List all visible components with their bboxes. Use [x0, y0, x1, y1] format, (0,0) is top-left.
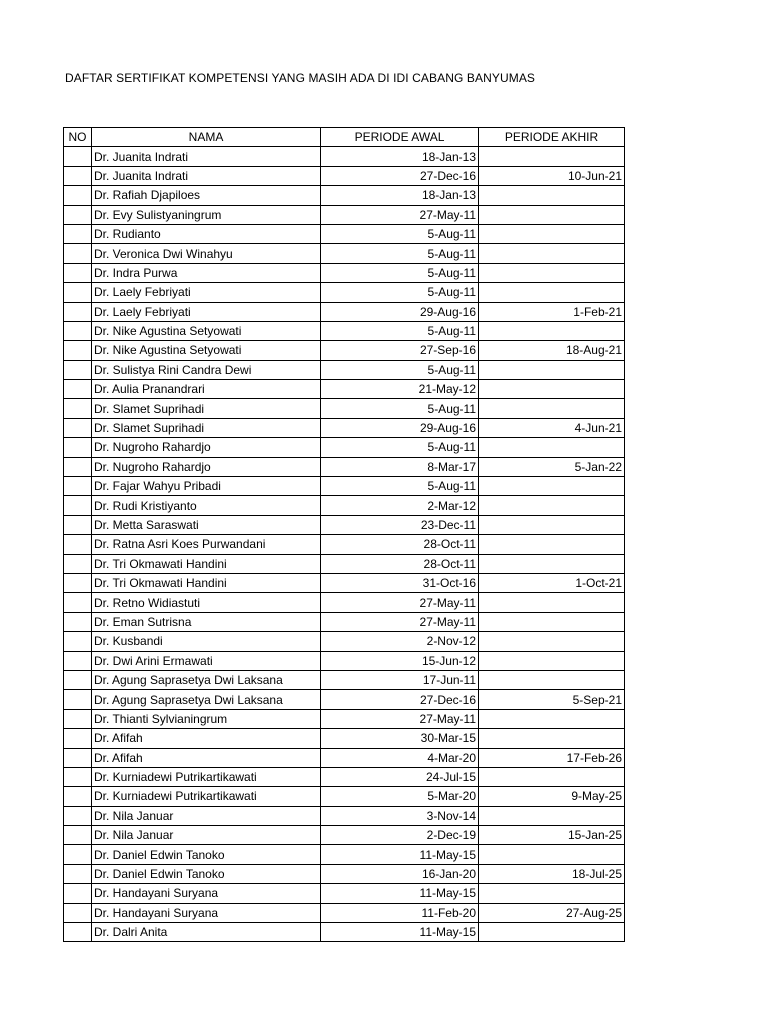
table-row: [64, 767, 625, 786]
cell-periode-akhir: [479, 535, 625, 554]
cell-periode-awal: 2-Nov-12: [321, 632, 479, 651]
cell-periode-awal: 27-May-11: [321, 709, 479, 728]
cell-nama: Dr. Daniel Edwin Tanoko: [92, 864, 321, 883]
cell-periode-akhir: 15-Jan-25: [479, 826, 625, 845]
cell-no: [64, 341, 92, 360]
table-row: [64, 341, 625, 360]
cell-no: [64, 321, 92, 340]
cell-periode-awal: 29-Aug-16: [321, 302, 479, 321]
cell-periode-akhir: 9-May-25: [479, 787, 625, 806]
cell-periode-akhir: [479, 186, 625, 205]
cell-periode-awal: 11-May-15: [321, 923, 479, 942]
cell-no: [64, 457, 92, 476]
cell-nama: Dr. Laely Febriyati: [92, 302, 321, 321]
cell-nama: Dr. Kusbandi: [92, 632, 321, 651]
table-row: [64, 283, 625, 302]
cell-nama: Dr. Nike Agustina Setyowati: [92, 321, 321, 340]
cell-no: [64, 593, 92, 612]
header-periode-akhir: PERIODE AKHIR: [479, 128, 625, 147]
cell-periode-awal: 8-Mar-17: [321, 457, 479, 476]
table-row: [64, 729, 625, 748]
cell-periode-awal: 27-May-11: [321, 593, 479, 612]
cell-periode-awal: 4-Mar-20: [321, 748, 479, 767]
cell-periode-akhir: [479, 729, 625, 748]
cell-no: [64, 418, 92, 437]
table-row: [64, 923, 625, 942]
cell-no: [64, 923, 92, 942]
cell-periode-akhir: [479, 205, 625, 224]
cell-nama: Dr. Tri Okmawati Handini: [92, 554, 321, 573]
table-row: [64, 864, 625, 883]
cell-periode-akhir: [479, 380, 625, 399]
cell-nama: Dr. Ratna Asri Koes Purwandani: [92, 535, 321, 554]
cell-periode-awal: 5-Aug-11: [321, 438, 479, 457]
cell-periode-awal: 24-Jul-15: [321, 767, 479, 786]
table-row: [64, 826, 625, 845]
cell-no: [64, 729, 92, 748]
cell-periode-awal: 3-Nov-14: [321, 806, 479, 825]
header-no: NO: [64, 128, 92, 147]
cell-periode-awal: 27-May-11: [321, 612, 479, 631]
table-row: [64, 418, 625, 437]
cell-periode-awal: 2-Mar-12: [321, 496, 479, 515]
cell-periode-akhir: [479, 651, 625, 670]
cell-periode-akhir: [479, 612, 625, 631]
cell-periode-akhir: [479, 806, 625, 825]
table-row: [64, 651, 625, 670]
table-row: [64, 438, 625, 457]
cell-periode-awal: 27-May-11: [321, 205, 479, 224]
table-row: [64, 205, 625, 224]
cell-periode-akhir: 5-Jan-22: [479, 457, 625, 476]
cell-nama: Dr. Sulistya Rini Candra Dewi: [92, 360, 321, 379]
cell-nama: Dr. Nugroho Rahardjo: [92, 438, 321, 457]
cell-no: [64, 205, 92, 224]
cell-periode-akhir: [479, 670, 625, 689]
cell-periode-akhir: [479, 923, 625, 942]
cell-no: [64, 477, 92, 496]
cell-periode-akhir: [479, 147, 625, 166]
cell-periode-akhir: [479, 477, 625, 496]
cell-nama: Dr. Slamet Suprihadi: [92, 399, 321, 418]
cell-nama: Dr. Dwi Arini Ermawati: [92, 651, 321, 670]
cell-periode-awal: 23-Dec-11: [321, 515, 479, 534]
table-row: [64, 321, 625, 340]
cell-nama: Dr. Kurniadewi Putrikartikawati: [92, 787, 321, 806]
table-row: [64, 632, 625, 651]
cell-periode-awal: 16-Jan-20: [321, 864, 479, 883]
cell-no: [64, 147, 92, 166]
cell-no: [64, 263, 92, 282]
cell-periode-akhir: 4-Jun-21: [479, 418, 625, 437]
cell-no: [64, 903, 92, 922]
cell-nama: Dr. Nila Januar: [92, 806, 321, 825]
cell-no: [64, 806, 92, 825]
cell-nama: Dr. Laely Febriyati: [92, 283, 321, 302]
cell-nama: Dr. Juanita Indrati: [92, 147, 321, 166]
cell-no: [64, 864, 92, 883]
cell-no: [64, 535, 92, 554]
cell-periode-awal: 21-May-12: [321, 380, 479, 399]
cell-nama: Dr. Handayani Suryana: [92, 884, 321, 903]
table-row: [64, 399, 625, 418]
cell-periode-akhir: 5-Sep-21: [479, 690, 625, 709]
table-row: [64, 263, 625, 282]
cell-periode-akhir: [479, 554, 625, 573]
cell-no: [64, 380, 92, 399]
cell-nama: Dr. Afifah: [92, 729, 321, 748]
cell-periode-akhir: 10-Jun-21: [479, 166, 625, 185]
cell-no: [64, 244, 92, 263]
table-row: [64, 690, 625, 709]
cell-periode-akhir: [479, 283, 625, 302]
table-row: [64, 709, 625, 728]
table-row: [64, 360, 625, 379]
cell-periode-awal: 27-Dec-16: [321, 690, 479, 709]
cell-periode-akhir: [479, 709, 625, 728]
cell-nama: Dr. Aulia Pranandrari: [92, 380, 321, 399]
cell-no: [64, 360, 92, 379]
cell-nama: Dr. Nila Januar: [92, 826, 321, 845]
cell-nama: Dr. Fajar Wahyu Pribadi: [92, 477, 321, 496]
cell-nama: Dr. Juanita Indrati: [92, 166, 321, 185]
table-row: [64, 496, 625, 515]
cell-no: [64, 767, 92, 786]
cell-no: [64, 166, 92, 185]
cell-nama: Dr. Nike Agustina Setyowati: [92, 341, 321, 360]
header-nama: NAMA: [92, 128, 321, 147]
cell-periode-akhir: [479, 360, 625, 379]
cell-nama: Dr. Metta Saraswati: [92, 515, 321, 534]
cell-nama: Dr. Indra Purwa: [92, 263, 321, 282]
cell-periode-awal: 2-Dec-19: [321, 826, 479, 845]
cell-nama: Dr. Afifah: [92, 748, 321, 767]
cell-periode-akhir: [479, 845, 625, 864]
cell-no: [64, 186, 92, 205]
table-row: [64, 670, 625, 689]
cell-periode-awal: 5-Aug-11: [321, 477, 479, 496]
cell-periode-awal: 31-Oct-16: [321, 573, 479, 592]
cell-periode-awal: 30-Mar-15: [321, 729, 479, 748]
certificate-table: [63, 127, 625, 942]
cell-periode-awal: 11-Feb-20: [321, 903, 479, 922]
cell-no: [64, 302, 92, 321]
cell-nama: Dr. Kurniadewi Putrikartikawati: [92, 767, 321, 786]
cell-nama: Dr. Evy Sulistyaningrum: [92, 205, 321, 224]
cell-no: [64, 224, 92, 243]
cell-no: [64, 399, 92, 418]
cell-nama: Dr. Handayani Suryana: [92, 903, 321, 922]
cell-nama: Dr. Nugroho Rahardjo: [92, 457, 321, 476]
cell-periode-akhir: [479, 632, 625, 651]
cell-no: [64, 690, 92, 709]
cell-no: [64, 826, 92, 845]
cell-nama: Dr. Rudianto: [92, 224, 321, 243]
cell-periode-awal: 27-Dec-16: [321, 166, 479, 185]
cell-no: [64, 573, 92, 592]
cell-periode-akhir: [479, 515, 625, 534]
cell-periode-awal: 18-Jan-13: [321, 186, 479, 205]
cell-periode-akhir: [479, 263, 625, 282]
table-row: [64, 457, 625, 476]
cell-periode-awal: 5-Aug-11: [321, 399, 479, 418]
cell-periode-awal: 5-Aug-11: [321, 244, 479, 263]
cell-periode-awal: 5-Mar-20: [321, 787, 479, 806]
cell-nama: Dr. Slamet Suprihadi: [92, 418, 321, 437]
cell-periode-awal: 29-Aug-16: [321, 418, 479, 437]
table-row: [64, 612, 625, 631]
cell-nama: Dr. Dalri Anita: [92, 923, 321, 942]
cell-nama: Dr. Tri Okmawati Handini: [92, 573, 321, 592]
cell-no: [64, 554, 92, 573]
cell-periode-awal: 27-Sep-16: [321, 341, 479, 360]
cell-periode-akhir: 18-Aug-21: [479, 341, 625, 360]
cell-periode-awal: 28-Oct-11: [321, 554, 479, 573]
table-body: [64, 147, 625, 942]
cell-periode-akhir: [479, 224, 625, 243]
header-periode-awal: PERIODE AWAL: [321, 128, 479, 147]
cell-periode-akhir: [479, 399, 625, 418]
cell-periode-awal: 5-Aug-11: [321, 224, 479, 243]
cell-periode-akhir: 27-Aug-25: [479, 903, 625, 922]
header-row: [64, 128, 625, 147]
table-row: [64, 535, 625, 554]
cell-nama: Dr. Veronica Dwi Winahyu: [92, 244, 321, 263]
table-row: [64, 224, 625, 243]
cell-periode-akhir: 18-Jul-25: [479, 864, 625, 883]
cell-no: [64, 283, 92, 302]
cell-periode-akhir: [479, 767, 625, 786]
cell-nama: Dr. Thianti Sylvianingrum: [92, 709, 321, 728]
cell-nama: Dr. Daniel Edwin Tanoko: [92, 845, 321, 864]
table-row: [64, 748, 625, 767]
cell-periode-awal: 5-Aug-11: [321, 321, 479, 340]
cell-periode-akhir: [479, 438, 625, 457]
table-row: [64, 515, 625, 534]
cell-periode-awal: 28-Oct-11: [321, 535, 479, 554]
cell-nama: Dr. Retno Widiastuti: [92, 593, 321, 612]
cell-periode-awal: 5-Aug-11: [321, 360, 479, 379]
cell-periode-awal: 5-Aug-11: [321, 263, 479, 282]
table-row: [64, 845, 625, 864]
table-row: [64, 787, 625, 806]
cell-periode-awal: 17-Jun-11: [321, 670, 479, 689]
cell-periode-akhir: 1-Feb-21: [479, 302, 625, 321]
cell-periode-akhir: [479, 321, 625, 340]
cell-no: [64, 845, 92, 864]
cell-no: [64, 612, 92, 631]
table-row: [64, 806, 625, 825]
cell-nama: Dr. Rafiah Djapiloes: [92, 186, 321, 205]
table-row: [64, 244, 625, 263]
cell-nama: Dr. Agung Saprasetya Dwi Laksana: [92, 670, 321, 689]
cell-periode-awal: 5-Aug-11: [321, 283, 479, 302]
cell-no: [64, 709, 92, 728]
table-row: [64, 186, 625, 205]
table-row: [64, 166, 625, 185]
table-row: [64, 573, 625, 592]
cell-no: [64, 651, 92, 670]
cell-nama: Dr. Agung Saprasetya Dwi Laksana: [92, 690, 321, 709]
cell-nama: Dr. Rudi Kristiyanto: [92, 496, 321, 515]
table-row: [64, 477, 625, 496]
cell-periode-awal: 11-May-15: [321, 845, 479, 864]
cell-periode-akhir: [479, 884, 625, 903]
cell-nama: Dr. Eman Sutrisna: [92, 612, 321, 631]
table-row: [64, 147, 625, 166]
cell-periode-akhir: [479, 593, 625, 612]
cell-periode-akhir: 1-Oct-21: [479, 573, 625, 592]
cell-no: [64, 670, 92, 689]
cell-no: [64, 884, 92, 903]
table-row: [64, 593, 625, 612]
cell-periode-awal: 11-May-15: [321, 884, 479, 903]
cell-no: [64, 496, 92, 515]
document-title: DAFTAR SERTIFIKAT KOMPETENSI YANG MASIH ADA DI IDI CABANG BANYUMAS: [65, 71, 536, 85]
cell-no: [64, 515, 92, 534]
table-row: [64, 554, 625, 573]
cell-no: [64, 632, 92, 651]
cell-periode-awal: 18-Jan-13: [321, 147, 479, 166]
table-row: [64, 302, 625, 321]
table-row: [64, 903, 625, 922]
cell-periode-akhir: [479, 496, 625, 515]
cell-no: [64, 438, 92, 457]
table-row: [64, 884, 625, 903]
cell-periode-akhir: [479, 244, 625, 263]
cell-no: [64, 787, 92, 806]
table-row: [64, 380, 625, 399]
cell-no: [64, 748, 92, 767]
cell-periode-akhir: 17-Feb-26: [479, 748, 625, 767]
cell-periode-awal: 15-Jun-12: [321, 651, 479, 670]
